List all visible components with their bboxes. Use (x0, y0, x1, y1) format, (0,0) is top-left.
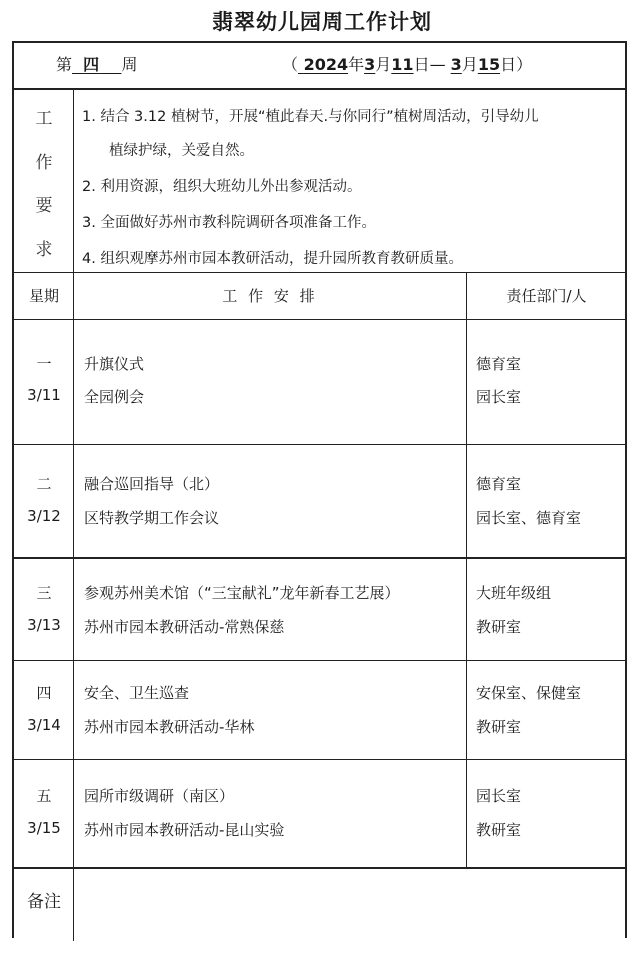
day-weekday: 五 (36, 787, 52, 805)
day-date: 3/11 (27, 386, 61, 404)
header-schedule: 工 作 安 排 (222, 287, 318, 305)
dept-item: 大班年级组 (476, 584, 552, 602)
dept-item: 园长室 (476, 388, 522, 406)
task-item: 全园例会 (84, 388, 145, 406)
header-responsible: 责任部门/人 (506, 287, 587, 305)
requirement-item-3: 3. 全面做好苏州市教科院调研各项准备工作。 (82, 215, 376, 231)
day-date: 3/14 (27, 716, 61, 734)
weekly-plan-table (12, 41, 627, 938)
dept-item: 安保室、保健室 (476, 684, 582, 702)
task-item: 安全、卫生巡查 (84, 684, 190, 702)
header-weekday: 星期 (28, 287, 59, 305)
day-weekday: 一 (36, 355, 52, 373)
dept-item: 园长室 (476, 787, 522, 805)
requirement-item-2: 2. 利用资源，组织大班幼儿外出参观活动。 (82, 179, 362, 195)
notes-label: 备注 (27, 892, 61, 912)
dept-item: 园长室、德育室 (476, 509, 582, 527)
dept-item: 德育室 (476, 355, 522, 373)
requirement-item-4: 4. 组织观摩苏州市园本教研活动，提升园所教育教研质量。 (82, 251, 463, 267)
task-item: 融合巡回指导（北） (84, 475, 220, 493)
req-label-char-2: 作 (35, 153, 53, 173)
task-item: 苏州市园本教研活动-华林 (84, 718, 255, 736)
task-item: 参观苏州美术馆（“三宝献礼”龙年新春工艺展） (84, 584, 400, 602)
day-weekday: 三 (36, 584, 52, 602)
req-label-char-1: 工 (35, 109, 53, 129)
week-row (14, 55, 625, 79)
requirement-item-1: 1. 结合 3.12 植树节，开展“植此春天.与你同行”植树周活动，引导幼儿 (82, 109, 539, 125)
task-item: 苏州市园本教研活动-常熟保慈 (84, 618, 285, 636)
dept-item: 教研室 (476, 618, 522, 636)
week-suffix: 周 (121, 55, 138, 74)
day-date: 3/12 (27, 507, 61, 525)
week-number: 四 (83, 55, 100, 74)
dept-item: 教研室 (476, 718, 522, 736)
day-weekday: 二 (36, 475, 52, 493)
day-date: 3/15 (27, 819, 61, 837)
dept-item: 教研室 (476, 821, 522, 839)
week-date-range: （ 2024年3月11日— 3月15日） (282, 55, 533, 74)
task-item: 升旗仪式 (84, 355, 145, 373)
task-item: 苏州市园本教研活动-昆山实验 (84, 821, 285, 839)
day-date: 3/13 (27, 616, 61, 634)
task-item: 园所市级调研（南区） (84, 787, 235, 805)
requirement-item-1-cont: 植绿护绿，关爱自然。 (109, 143, 254, 159)
week-prefix: 第 (56, 55, 73, 74)
task-item: 区特教学期工作会议 (84, 509, 220, 527)
page-title: 翡翠幼儿园周工作计划 (212, 10, 432, 34)
req-label-char-3: 要 (35, 196, 53, 216)
dept-item: 德育室 (476, 475, 522, 493)
day-weekday: 四 (36, 684, 52, 702)
req-label-char-4: 求 (35, 240, 53, 260)
